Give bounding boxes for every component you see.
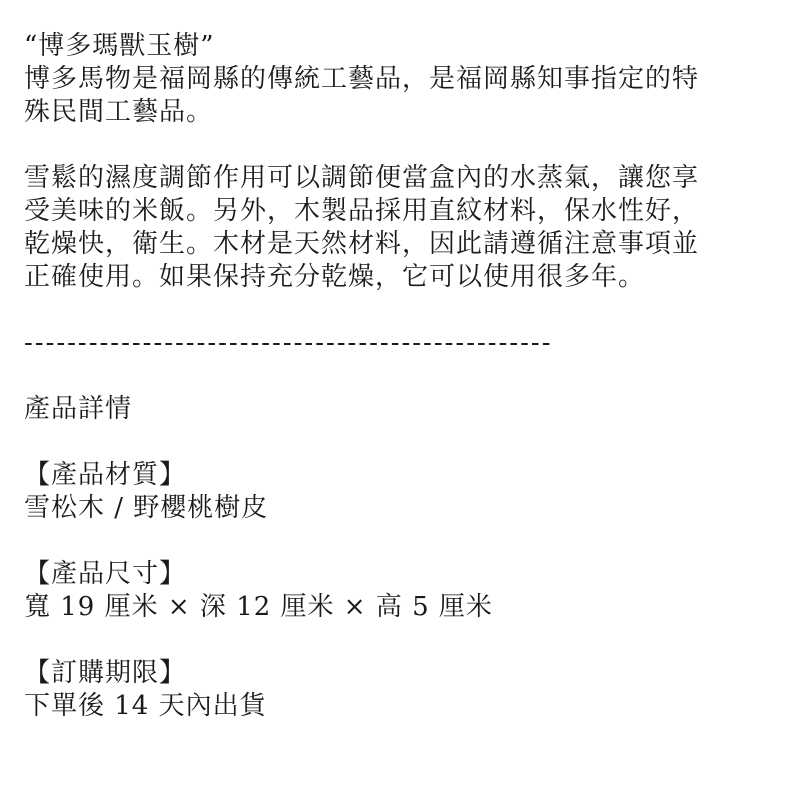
material-label: 【產品材質】 — [24, 460, 187, 490]
description-line: 乾燥快，衛生。木材是天然材料，因此請遵循注意事項並 — [24, 229, 700, 259]
spacer — [24, 624, 776, 657]
order-period-label: 【訂購期限】 — [24, 658, 187, 688]
dashed-divider: ------------------------------------------------- — [24, 328, 553, 358]
material-value: 雪松木 / 野櫻桃樹皮 — [24, 493, 269, 523]
size-value: 寬 19 厘米 × 深 12 厘米 × 高 5 厘米 — [24, 592, 493, 622]
spacer — [24, 360, 776, 393]
spacer — [24, 426, 776, 459]
product-title: “博多瑪獸玉樹” — [24, 31, 215, 61]
spacer — [24, 525, 776, 558]
product-description-document — [24, 30, 776, 723]
description-line: 正確使用。如果保持充分乾燥，它可以使用很多年。 — [24, 262, 646, 292]
intro-line: 博多馬物是福岡縣的傳統工藝品，是福岡縣知事指定的特 — [24, 64, 700, 94]
description-line: 雪鬆的濕度調節作用可以調節便當盒內的水蒸氣，讓您享 — [24, 163, 700, 193]
intro-line: 殊民間工藝品。 — [24, 97, 214, 127]
spacer — [24, 129, 776, 162]
size-label: 【產品尺寸】 — [24, 559, 187, 589]
details-heading: 產品詳情 — [24, 394, 133, 424]
spacer — [24, 294, 776, 327]
order-period-value: 下單後 14 天內出貨 — [24, 691, 267, 721]
description-line: 受美味的米飯。另外，木製品採用直紋材料，保水性好， — [24, 196, 700, 226]
